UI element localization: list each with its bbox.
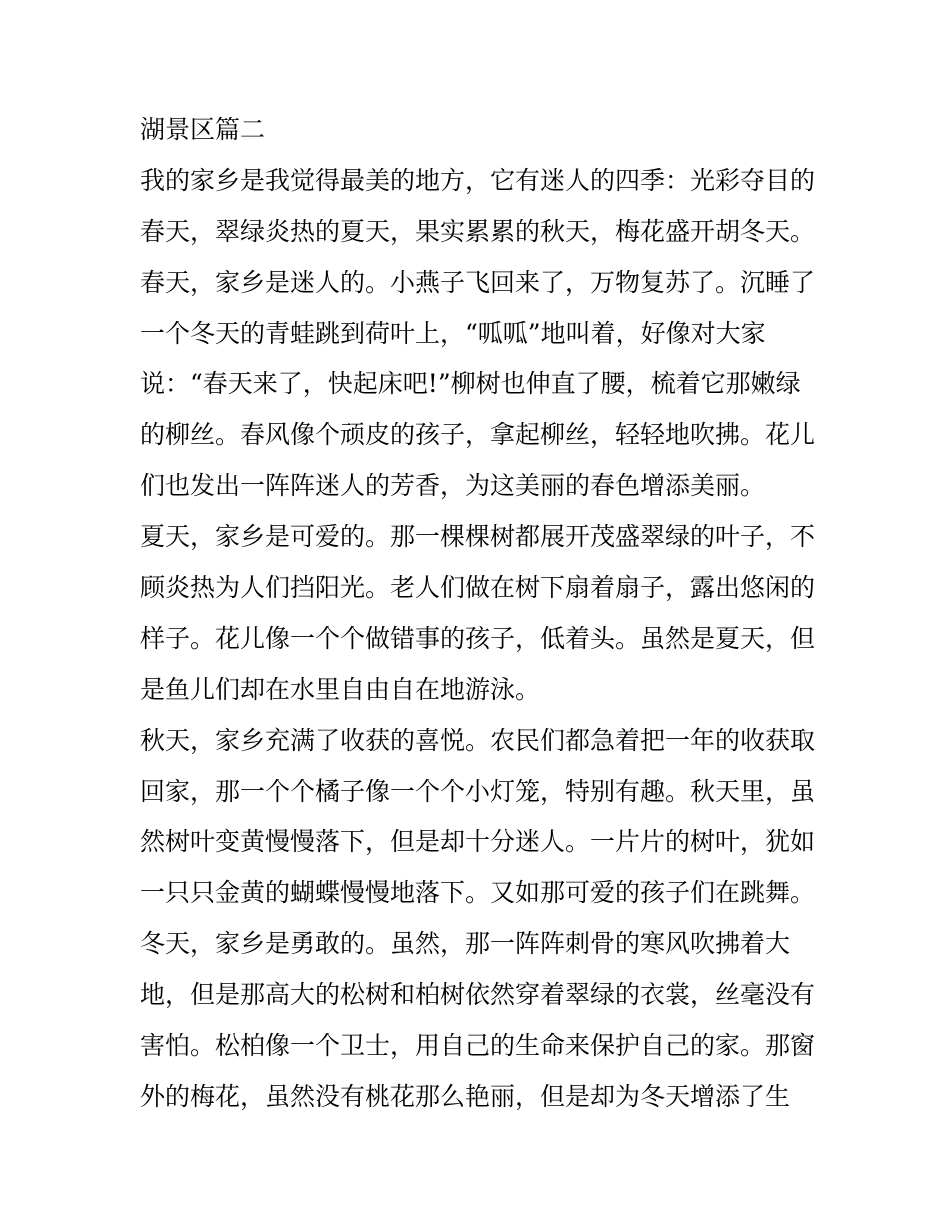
text-line: 秋天，家乡充满了收获的喜悦。农民们都急着把一年的收获取 (140, 725, 816, 755)
text-line: 春天，家乡是迷人的。小燕子飞回来了，万物复苏了。沉睡了 (140, 267, 816, 297)
text-line: 春天，翠绿炎热的夏天，果实累累的秋天，梅花盛开胡冬天。 (140, 216, 816, 246)
text-line: 顾炎热为人们挡阳光。老人们做在树下扇着扇子，露出悠闲的 (140, 573, 816, 603)
text-line: 然树叶变黄慢慢落下，但是却十分迷人。一片片的树叶，犹如 (140, 827, 816, 857)
text-line: 是鱼儿们却在水里自由自在地游泳。 (140, 674, 541, 704)
text-line: 们也发出一阵阵迷人的芳香，为这美丽的春色增添美丽。 (140, 471, 766, 501)
text-line: 害怕。松柏像一个卫士，用自己的生命来保护自己的家。那窗 (140, 1031, 816, 1061)
text-line: 外的梅花，虽然没有桃花那么艳丽，但是却为冬天增添了生 (140, 1081, 791, 1111)
text-line: 一只只金黄的蝴蝶慢慢地落下。又如那可爱的孩子们在跳舞。 (140, 878, 816, 908)
text-line: 一个冬天的青蛙跳到荷叶上，“呱呱”地叫着，好像对大家 (140, 318, 766, 348)
text-line: 说：“春天来了，快起床吧!”柳树也伸直了腰，梳着它那嫩绿 (140, 369, 801, 399)
text-line: 样子。花儿像一个个做错事的孩子，低着头。虽然是夏天，但 (140, 623, 816, 653)
text-line: 地，但是那高大的松树和柏树依然穿着翠绿的衣裳，丝毫没有 (140, 980, 816, 1010)
document-title: 湖景区篇二 (140, 115, 266, 144)
text-line: 夏天，家乡是可爱的。那一棵棵树都展开茂盛翠绿的叶子，不 (140, 522, 816, 552)
text-line: 回家，那一个个橘子像一个个小灯笼，特别有趣。秋天里，虽 (140, 776, 816, 806)
text-line: 我的家乡是我觉得最美的地方，它有迷人的四季：光彩夺目的 (140, 165, 816, 195)
text-line: 的柳丝。春风像个顽皮的孩子，拿起柳丝，轻轻地吹拂。花儿 (140, 420, 816, 450)
document-body (140, 105, 820, 1123)
text-line: 冬天，家乡是勇敢的。虽然，那一阵阵刺骨的寒风吹拂着大 (140, 929, 791, 959)
